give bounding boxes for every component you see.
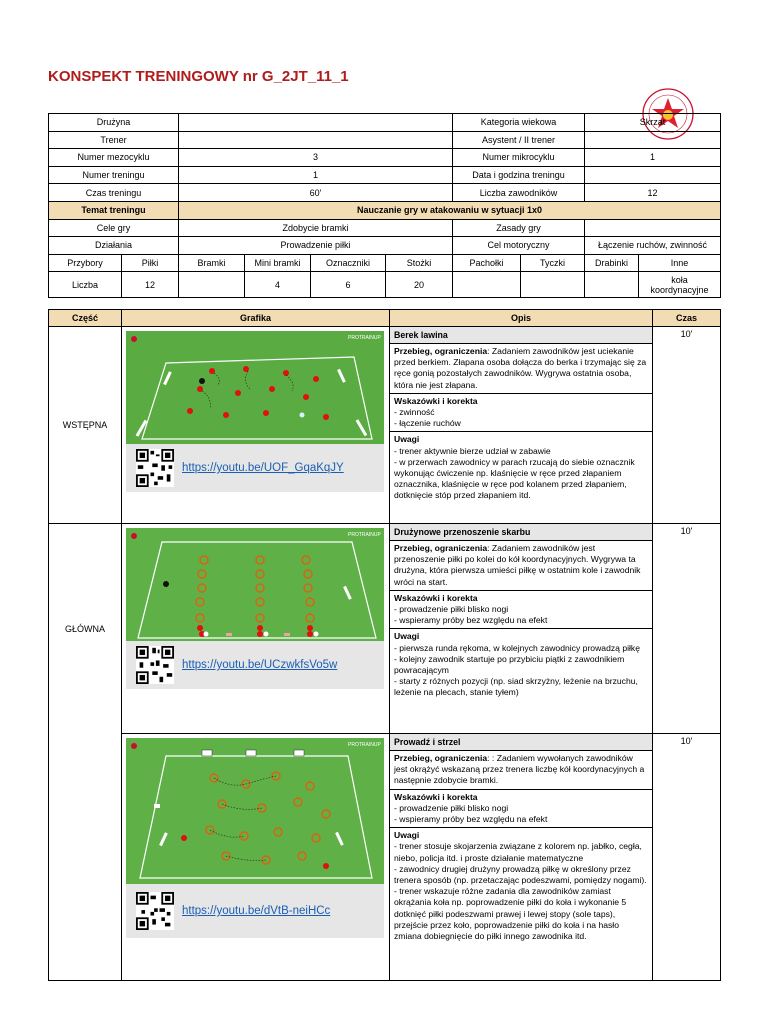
wskazowki-label: Wskazówki i korekta: [394, 592, 478, 603]
equipment-header: Mini bramki: [245, 254, 311, 272]
drill-graphic: [122, 734, 390, 981]
equipment-count: 12: [122, 272, 179, 298]
equipment-header: Pachołki: [453, 254, 521, 272]
przebieg-label: Przebieg, ograniczenia: [394, 346, 488, 356]
drill-title: Prowadź i strzel: [390, 734, 652, 751]
qr-code-icon: [136, 892, 174, 930]
header-czesc: Część: [49, 310, 122, 327]
equipment-count: [521, 272, 585, 298]
druzyna-value: [179, 114, 453, 132]
brand-label: PROTRAINUP: [348, 335, 381, 341]
temat-value: Nauczanie gry w atakowaniu w sytuacji 1x0: [179, 201, 721, 219]
uwagi-item: - trener stosuje skojarzenia związane z kolorem np. jabłko, cegła, niebo, policja itd. i proste działanie matematyczne: [394, 841, 642, 863]
qr-code-icon: [136, 646, 174, 684]
equipment-header: Tyczki: [521, 254, 585, 272]
przebieg-text: : Zadaniem zawodników jest uciekanie przed berkiem. Złapana osoba dołącza do berka i trzymając się za ręce gonią pozostałych zawodników. Wygrywa ostatnia osoba, która nie jest złapana.: [394, 346, 647, 390]
trening-label: Numer treningu: [49, 166, 179, 184]
drill-title: Drużynowe przenoszenie skarbu: [390, 524, 652, 541]
video-link[interactable]: https://youtu.be/UCzwkfsVo5w: [182, 659, 338, 671]
czas-value: 60': [179, 184, 453, 202]
wskazowki-item: - wspieramy próby bez względu na efekt: [394, 615, 548, 626]
wskazowki-item: - prowadzenie piłki blisko nogi: [394, 604, 509, 615]
motoryczny-value: Łączenie ruchów, zwinność: [585, 237, 721, 255]
mikrocykl-label: Numer mikrocyklu: [453, 149, 585, 167]
header-opis: Opis: [390, 310, 653, 327]
cele-value: Zdobycie bramki: [179, 219, 453, 237]
drill-diagram-skarb: [126, 528, 384, 641]
equipment-header: Bramki: [179, 254, 245, 272]
uwagi-label: Uwagi: [394, 434, 420, 445]
mikrocykl-value: 1: [585, 149, 721, 167]
data-value: [585, 166, 721, 184]
wskazowki-label: Wskazówki i korekta: [394, 395, 478, 406]
wskazowki-item: - zwinność: [394, 407, 435, 418]
cele-label: Cele gry: [49, 219, 179, 237]
czas-label: Czas treningu: [49, 184, 179, 202]
page-title: KONSPEKT TRENINGOWY nr G_2JT_11_1: [48, 68, 349, 85]
equipment-header: Oznaczniki: [311, 254, 386, 272]
equipment-count: Liczba: [49, 272, 122, 298]
uwagi-item: - starty z różnych pozycji (np. siad skrzyżny, leżenie na brzuchu, leżenie na plecach, stanie tyłem): [394, 676, 638, 698]
drill-description: [390, 524, 653, 734]
video-link[interactable]: https://youtu.be/UOF_GqaKqJY: [182, 462, 344, 474]
section-wstepna: WSTĘPNA: [49, 327, 122, 524]
uwagi-item: - trener wskazuje różne zadania dla zawodników zamiast okrążania koła np. poprowadzenie piłki do koła i wykonanie 5 dotknięć piłki podeszwami prawej i lewej stopy (sole taps), przejście przez koło, poprowadzenie piłki do koła i na hasło zmiana dobiegnięcie do piłki innego zawodnika itd.: [394, 886, 627, 942]
equipment-header: Stożki: [386, 254, 453, 272]
zawodnicy-value: 12: [585, 184, 721, 202]
uwagi-label: Uwagi: [394, 631, 420, 642]
motoryczny-label: Cel motoryczny: [453, 237, 585, 255]
equipment-count: [585, 272, 639, 298]
drill-graphic: [122, 524, 390, 734]
equipment-header: Inne: [639, 254, 721, 272]
equipment-count: koła koordynacyjne: [639, 272, 721, 298]
temat-label: Temat treningu: [49, 201, 179, 219]
trener-label: Trener: [49, 131, 179, 149]
training-plan-table: [48, 309, 721, 981]
wskazowki-item: - wspieramy próby bez względu na efekt: [394, 814, 548, 825]
uwagi-item: - trener aktywnie bierze udział w zabawie: [394, 445, 551, 456]
zawodnicy-label: Liczba zawodników: [453, 184, 585, 202]
section-glowna: GŁÓWNA: [49, 524, 122, 981]
equipment-count: [179, 272, 245, 298]
header-czas: Czas: [653, 310, 721, 327]
trening-value: 1: [179, 166, 453, 184]
mezocykl-label: Numer mezocyklu: [49, 149, 179, 167]
uwagi-item: - w przerwach zawodnicy w parach rzucają do siebie oznacznik wykonując ćwiczenie np. klaśnięcie w ręce przed złapaniem oznacznika, klaśnięcie w ręce pod kolanem przed złapaniem, dotknięcie stóp przed złapaniem itd.: [394, 456, 635, 501]
kategoria-value: Skrzat: [585, 114, 721, 132]
zasady-label: Zasady gry: [453, 219, 585, 237]
wskazowki-item: - łączenie ruchów: [394, 418, 461, 429]
uwagi-item: - pierwsza runda rękoma, w kolejnych zawodnicy prowadzą piłkę: [394, 642, 640, 653]
drill-time: 10': [653, 327, 721, 524]
drill-diagram-prowadz: [126, 738, 384, 884]
kategoria-label: Kategoria wiekowa: [453, 114, 585, 132]
drill-time: 10': [653, 734, 721, 981]
video-link[interactable]: https://youtu.be/dVtB-neiHCc: [182, 905, 331, 917]
drill-time: 10': [653, 524, 721, 734]
drill-description: [390, 327, 653, 524]
qr-code-icon: [136, 449, 174, 487]
equipment-count: 6: [311, 272, 386, 298]
trener-value: [179, 131, 453, 149]
druzyna-label: Drużyna: [49, 114, 179, 132]
wskazowki-item: - prowadzenie piłki blisko nogi: [394, 802, 509, 813]
asystent-value: [585, 131, 721, 149]
uwagi-item: - kolejny zawodnik startuje po przybiciu piątki z zawodnikiem powracającym: [394, 653, 625, 676]
przebieg-text: : : Zadaniem wywołanych zawodników jest okrążyć wskazaną przez trenera liczbę kół koordynacyjnych a następnie zdobycie bramki.: [394, 753, 645, 786]
equipment-header: Drabinki: [585, 254, 639, 272]
equipment-header: Przybory: [49, 254, 122, 272]
dzialania-label: Działania: [49, 237, 179, 255]
przebieg-label: Przebieg, ograniczenia: [394, 753, 488, 763]
przebieg-text: : Zadaniem zawodników jest przenoszenie piłki po kolei do kół koordynacyjnych. Wygrywa ta drużyna, która pierwsza umieści piłkę w ostatnim kole i zawodnik wróci na start.: [394, 543, 641, 587]
dzialania-value: Prowadzenie piłki: [179, 237, 453, 255]
equipment-header: Piłki: [122, 254, 179, 272]
drill-description: [390, 734, 653, 981]
data-label: Data i godzina treningu: [453, 166, 585, 184]
wskazowki-label: Wskazówki i korekta: [394, 791, 478, 802]
drill-graphic: [122, 327, 390, 524]
brand-label: PROTRAINUP: [348, 532, 381, 538]
header-grafika: Grafika: [122, 310, 390, 327]
uwagi-item: - zawodnicy drugiej drużyny prowadzą piłkę w określony przez trenera sposób (np. przetaczając podeszwami, pomiędzy nogami).: [394, 863, 647, 886]
mezocykl-value: 3: [179, 149, 453, 167]
equipment-count: [453, 272, 521, 298]
equipment-count: 20: [386, 272, 453, 298]
zasady-value: [585, 219, 721, 237]
drill-diagram-berek: [126, 331, 384, 444]
training-info-table: [48, 113, 721, 298]
drill-title: Berek lawina: [390, 327, 652, 344]
equipment-count: 4: [245, 272, 311, 298]
brand-label: PROTRAINUP: [348, 742, 381, 748]
uwagi-label: Uwagi: [394, 830, 420, 841]
przebieg-label: Przebieg, ograniczenia: [394, 543, 488, 553]
asystent-label: Asystent / II trener: [453, 131, 585, 149]
